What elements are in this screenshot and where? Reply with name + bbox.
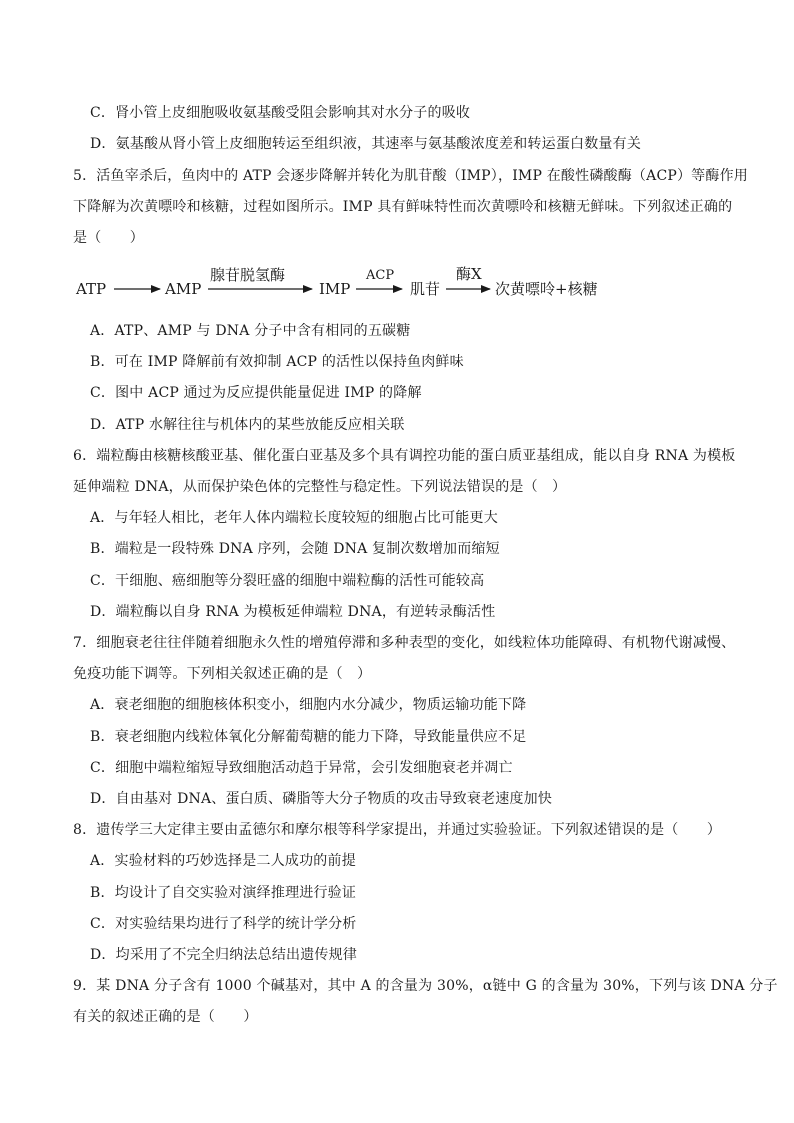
q6-option-d: D．端粒酶以自身 RNA 为模板延伸端粒 DNA，有逆转录酶活性 [90, 604, 496, 620]
q7-option-a: A．衰老细胞的细胞核体积变小，细胞内水分减少，物质运输功能下降 [90, 697, 527, 713]
q5-stem-line-2: 下降解为次黄嘌呤和核糖，过程如图所示。IMP 具有鲜味特性而次黄嘌呤和核糖无鲜味。下列叙述正确的 [73, 199, 733, 215]
q8-option-c: C．对实验结果均进行了科学的统计学分析 [90, 916, 357, 932]
q8-option-a: A．实验材料的巧妙选择是二人成功的前提 [90, 853, 356, 869]
diagram-atp-label: ATP [76, 280, 107, 298]
q7-option-b: B．衰老细胞内线粒体氧化分解葡萄糖的能力下降，导致能量供应不足 [90, 729, 527, 745]
diagram-products-label: 次黄嘌呤+核糖 [495, 280, 598, 298]
q6-stem-line-2: 延伸端粒 DNA，从而保护染色体的完整性与稳定性。下列说法错误的是（ ） [73, 479, 567, 495]
q8-stem-line-1: 8．遗传学三大定律主要由孟德尔和摩尔根等科学家提出，并通过实验验证。下列叙述错误的是（ ） [73, 822, 722, 838]
diagram-inosine-label: 肌苷 [410, 280, 441, 298]
q7-stem-line-1: 7．细胞衰老往往伴随着细胞永久性的增殖停滞和多种表型的变化，如线粒体功能障碍、有机物代谢减慢、 [73, 635, 736, 651]
q9-stem-line-1: 9．某 DNA 分子含有 1000 个碱基对，其中 A 的含量为 30%，α链中 G 的含量为 30%，下列与该 DNA 分子 [73, 978, 778, 994]
diagram-enzyme-adenosine-deaminase: 腺苷脱氢酶 [210, 266, 286, 284]
q6-stem-line-1: 6．端粒酶由核糖核酸亚基、催化蛋白亚基及多个具有调控功能的蛋白质亚基组成，能以自身 RNA 为模板 [73, 448, 736, 464]
q7-stem-line-2: 免疫功能下调等。下列相关叙述正确的是（ ） [73, 666, 372, 682]
q5-option-c: C．图中 ACP 通过为反应提供能量促进 IMP 的降解 [90, 385, 422, 401]
atp-degradation-diagram [76, 262, 636, 302]
q5-stem-line-1: 5．活鱼宰杀后，鱼肉中的 ATP 会逐步降解并转化为肌苷酸（IMP），IMP 在酸性磷酸酶（ACP）等酶作用 [73, 168, 748, 184]
q6-option-b: B．端粒是一段特殊 DNA 序列，会随 DNA 复制次数增加而缩短 [90, 541, 500, 557]
diagram-imp-label: IMP [319, 280, 351, 298]
diagram-amp-label: AMP [165, 280, 202, 298]
q8-option-b: B．均设计了自交实验对演绎推理进行验证 [90, 885, 357, 901]
q6-option-a: A．与年轻人相比，老年人体内端粒长度较短的细胞占比可能更大 [90, 510, 498, 526]
diagram-enzyme-x: 酶X [456, 265, 482, 283]
q4-option-c: C．肾小管上皮细胞吸收氨基酸受阻会影响其对水分子的吸收 [90, 105, 471, 121]
q5-option-b: B．可在 IMP 降解前有效抑制 ACP 的活性以保持鱼肉鲜味 [90, 354, 464, 370]
q7-option-c: C．细胞中端粒缩短导致细胞活动趋于异常，会引发细胞衰老并凋亡 [90, 760, 513, 776]
q4-option-d: D．氨基酸从肾小管上皮细胞转运至组织液，其速率与氨基酸浓度差和转运蛋白数量有关 [90, 136, 642, 152]
diagram-svg [76, 262, 636, 302]
q6-option-c: C．干细胞、癌细胞等分裂旺盛的细胞中端粒酶的活性可能较高 [90, 573, 485, 589]
q8-option-d: D．均采用了不完全归纳法总结出遗传规律 [90, 947, 358, 963]
q5-option-d: D．ATP 水解往往与机体内的某些放能反应相关联 [90, 417, 405, 433]
q5-stem-line-3: 是（ ） [73, 230, 144, 246]
diagram-enzyme-acp: ACP [366, 268, 395, 283]
q7-option-d: D．自由基对 DNA、蛋白质、磷脂等大分子物质的攻击导致衰老速度加快 [90, 791, 553, 807]
q9-stem-line-2: 有关的叙述正确的是（ ） [73, 1009, 258, 1025]
q5-option-a: A．ATP、AMP 与 DNA 分子中含有相同的五碳糖 [90, 323, 411, 339]
